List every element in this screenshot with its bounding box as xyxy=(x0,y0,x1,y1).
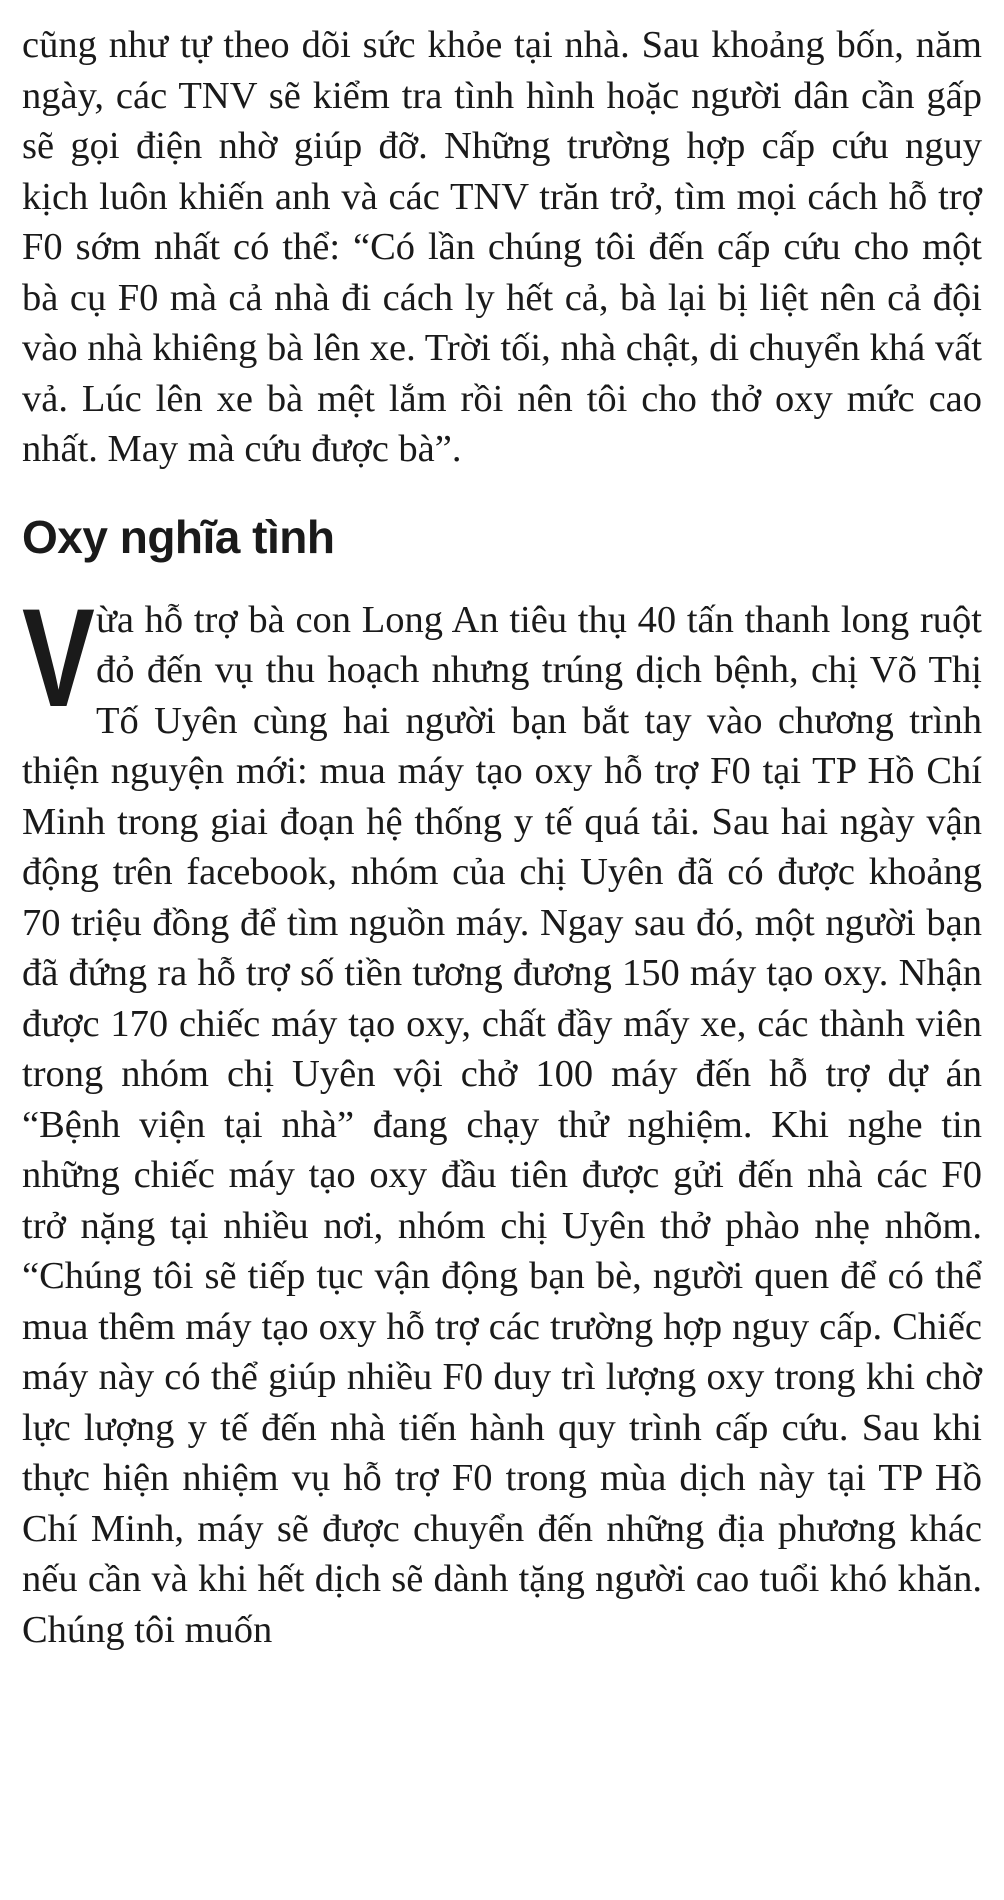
paragraph-main xyxy=(22,578,982,1656)
drop-cap: V xyxy=(22,578,95,736)
article-page xyxy=(22,20,982,1655)
section-heading: Oxy nghĩa tình xyxy=(22,510,335,563)
paragraph-intro: cũng như tự theo dõi sức khỏe tại nhà. Sau khoảng bốn, năm ngày, các TNV sẽ kiểm tra tình hình hoặc người dân cần gấp sẽ gọi điện nhờ giúp đỡ. Những trường hợp cấp cứu nguy kịch luôn khiến anh và các TNV trăn trở, tìm mọi cách hỗ trợ F0 sớm nhất có thể: “Có lần chúng tôi đến cấp cứu cho một bà cụ F0 mà cả nhà đi cách ly hết cả, bà lại bị liệt nên cả đội vào nhà khiêng bà lên xe. Trời tối, nhà chật, di chuyển khá vất vả. Lúc lên xe bà mệt lắm rồi nên tôi cho thở oxy mức cao nhất. May mà cứu được bà”. xyxy=(22,24,982,470)
paragraph-main-text: ừa hỗ trợ bà con Long An tiêu thụ 40 tấn thanh long ruột đỏ đến vụ thu hoạch nhưng trúng dịch bệnh, chị Võ Thị Tố Uyên cùng hai người bạn bắt tay vào chương trình thiện nguyện mới: mua máy tạo oxy hỗ trợ F0 tại TP Hồ Chí Minh trong giai đoạn hệ thống y tế quá tải. Sau hai ngày vận động trên facebook, nhóm của chị Uyên đã có được khoảng 70 triệu đồng để tìm nguồn máy. Ngay sau đó, một người bạn đã đứng ra hỗ trợ số tiền tương đương 150 máy tạo oxy. Nhận được 170 chiếc máy tạo oxy, chất đầy mấy xe, các thành viên trong nhóm chị Uyên vội chở 100 máy đến hỗ trợ dự án “Bệnh viện tại nhà” đang chạy thử nghiệm. Khi nghe tin những chiếc máy tạo oxy đầu tiên được gửi đến nhà các F0 trở nặng tại nhiều nơi, nhóm chị Uyên thở phào nhẹ nhõm. “Chúng tôi sẽ tiếp tục vận động bạn bè, người quen để có thể mua thêm máy tạo oxy hỗ trợ các trường hợp nguy cấp. Chiếc máy này có thể giúp nhiều F0 duy trì lượng oxy trong khi chờ lực lượng y tế đến nhà tiến hành quy trình cấp cứu. Sau khi thực hiện nhiệm vụ hỗ trợ F0 trong mùa dịch này tại TP Hồ Chí Minh, máy sẽ được chuyển đến những địa phương khác nếu cần và khi hết dịch sẽ dành tặng người cao tuổi khó khăn. Chúng tôi muốn xyxy=(22,598,982,1651)
